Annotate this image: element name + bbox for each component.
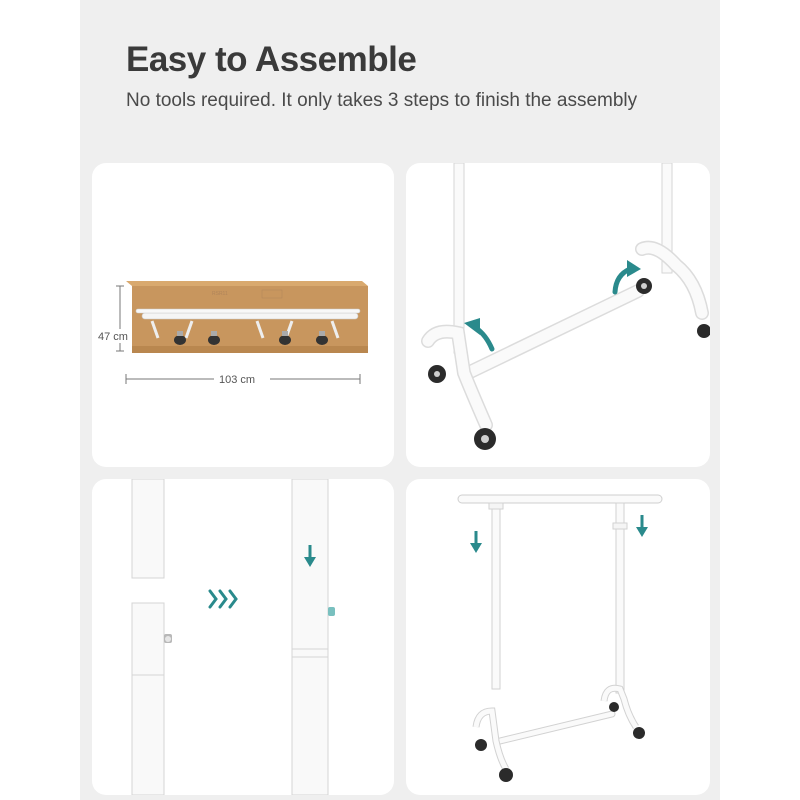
rack-illustration	[406, 479, 710, 795]
page-subtitle: No tools required. It only takes 3 steps to finish the assembly	[126, 90, 638, 111]
box-width-label: 103 cm	[219, 374, 256, 386]
product-feature-card	[80, 0, 720, 800]
pole-connection-panel	[92, 479, 394, 795]
packaging-box-panel	[92, 163, 394, 467]
assembled-rack-panel	[406, 479, 710, 795]
box-print-label: RSR11	[212, 291, 228, 297]
rotate-arrow-icon	[464, 318, 492, 349]
base-rotation-panel	[406, 163, 710, 467]
down-arrow-icon	[636, 515, 648, 537]
triple-chevron-icon	[210, 591, 236, 607]
down-arrow-icon	[470, 531, 482, 553]
base-illustration	[406, 163, 710, 467]
page-title: Easy to Assemble	[126, 40, 417, 79]
packaging-box-illustration	[92, 163, 394, 467]
pole-illustration	[92, 479, 394, 795]
caster-wheels	[428, 278, 710, 450]
box-height-label: 47 cm	[98, 331, 128, 343]
